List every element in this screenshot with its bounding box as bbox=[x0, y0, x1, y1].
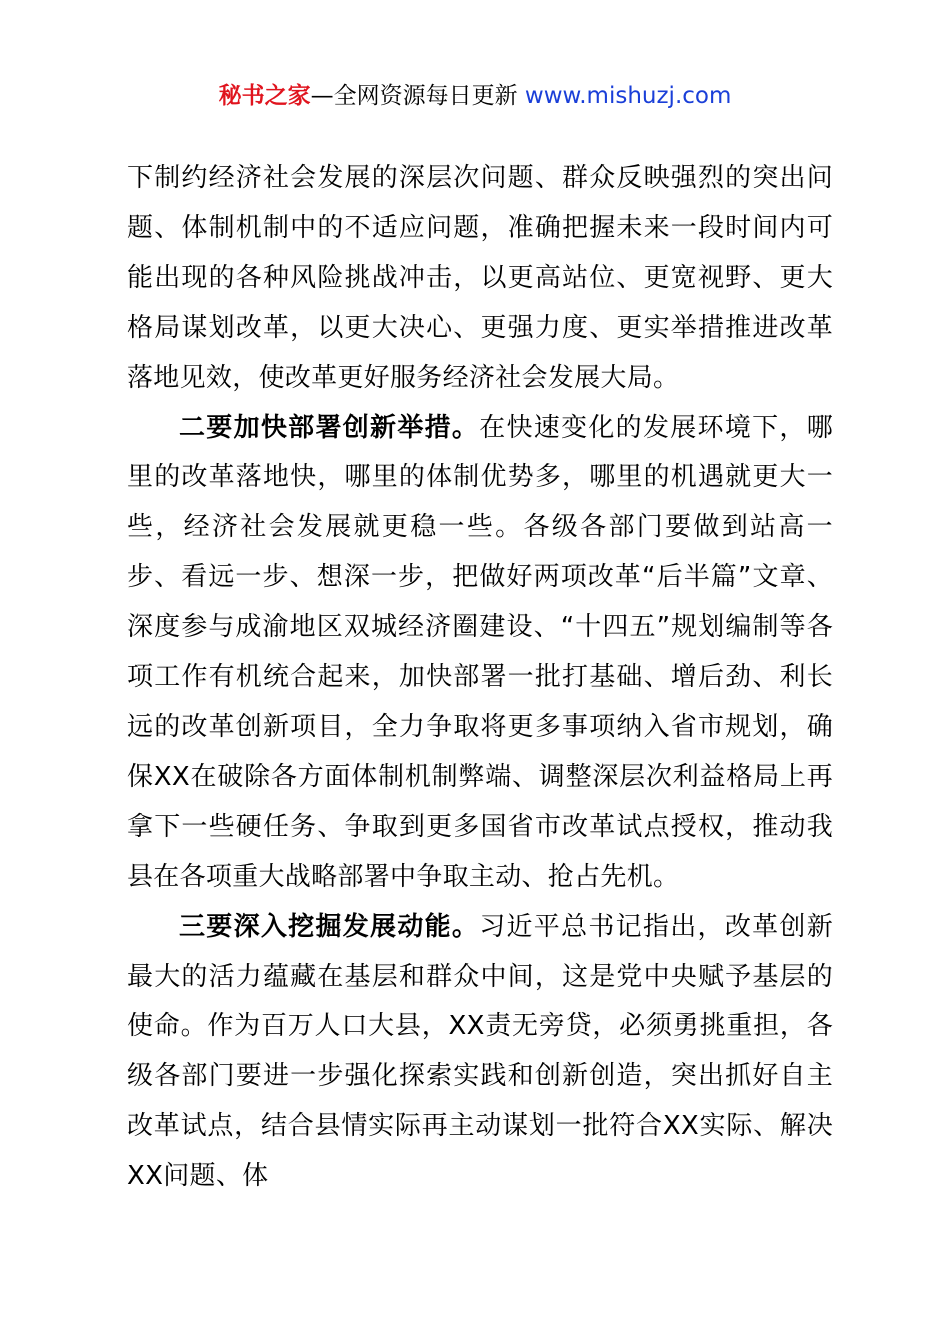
site-tagline: —全网资源每日更新 bbox=[310, 83, 518, 109]
paragraph-text: 习近平总书记指出，改革创新最大的活力蕴藏在基层和群众中间，这是党中央赋予基层的使命。作为百万人口大县，XX责无旁贷，必须勇挑重担，各级各部门要进一步强化探索实践和创新创造，突出抓好自主改革试点，结合县情实际再主动谋划一批符合XX实际、解决XX问题、体 bbox=[127, 911, 833, 1192]
paragraph-section-3 bbox=[127, 903, 833, 1202]
site-brand: 秘书之家 bbox=[218, 83, 311, 109]
paragraph-heading: 二要加快部署创新举措。 bbox=[179, 412, 480, 443]
paragraph-text: 下制约经济社会发展的深层次问题、群众反映强烈的突出问题、体制机制中的不适应问题，准确把握未来一段时间内可能出现的各种风险挑战冲击，以更高站位、更宽视野、更大格局谋划改革，以更大决心、更强力度、更实举措推进改革落地见效，使改革更好服务经济社会发展大局。 bbox=[127, 163, 833, 393]
paragraph-continued bbox=[127, 154, 833, 404]
paragraph-text: 在快速变化的发展环境下，哪里的改革落地快，哪里的体制优势多，哪里的机遇就更大一些，经济社会发展就更稳一些。各级各部门要做到站高一步、看远一步、想深一步，把做好两项改革“后半篇”文章、深度参与成渝地区双城经济圈建设、“十四五”规划编制等各项工作有机统合起来，加快部署一批打基础、增后劲、利长远的改革创新项目，全力争取将更多事项纳入省市规划，确保XX在破除各方面体制机制弊端、调整深层次利益格局上再拿下一些硬任务、争取到更多国省市改革试点授权，推动我县在各项重大战略部署中争取主动、抢占先机。 bbox=[127, 412, 833, 892]
site-header bbox=[0, 78, 950, 114]
paragraph-heading: 三要深入挖掘发展动能。 bbox=[179, 911, 480, 942]
site-url-link[interactable]: www.mishuzj.com bbox=[524, 83, 732, 109]
paragraph-section-2 bbox=[127, 404, 833, 903]
document-body bbox=[127, 154, 833, 1202]
